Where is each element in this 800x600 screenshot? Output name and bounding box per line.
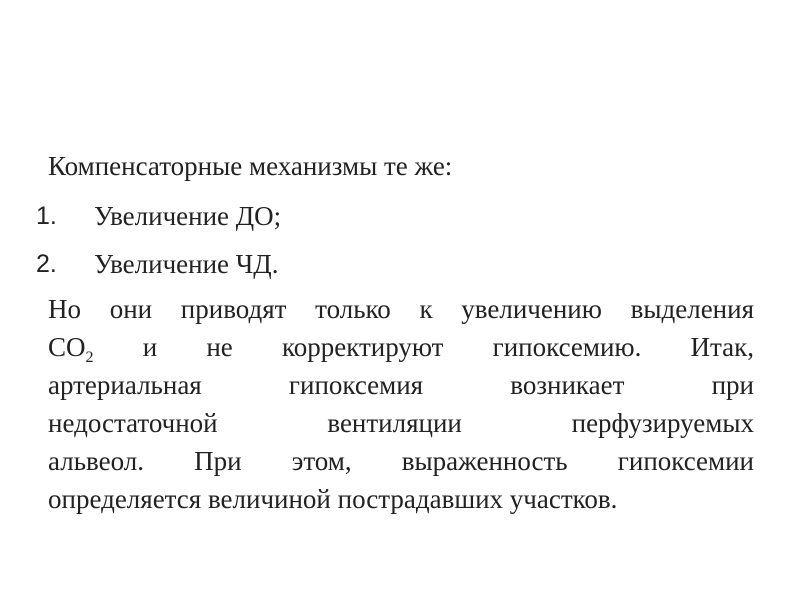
co2-subscript: 2 xyxy=(85,349,94,366)
body-paragraph xyxy=(48,290,754,518)
list-item xyxy=(0,192,800,240)
paragraph-word: гипоксемию. xyxy=(492,332,642,362)
heading-text: Компенсаторные механизмы те же: xyxy=(48,151,453,181)
co-text: СО xyxy=(48,332,86,362)
paragraph-line-3: артериальная гипоксемия возникает при xyxy=(48,370,754,400)
list-number: 2. xyxy=(36,250,57,278)
co2-formula xyxy=(48,328,94,366)
list-item-text: Увеличение ЧД. xyxy=(94,249,279,279)
paragraph-word: не xyxy=(206,332,233,362)
paragraph-word: и xyxy=(142,332,158,362)
list-number: 1. xyxy=(36,202,57,230)
paragraph-line-4: недостаточной вентиляции перфузируемых xyxy=(48,408,754,438)
list-item-text: Увеличение ДО; xyxy=(94,201,282,231)
paragraph-line-2 xyxy=(48,328,754,366)
paragraph-line-1: Но они приводят только к увеличению выделения xyxy=(48,294,754,324)
mechanisms-list xyxy=(0,192,800,288)
paragraph-line-6: определяется величиной пострадавших участков. xyxy=(48,484,618,514)
paragraph-word: корректируют xyxy=(281,332,444,362)
paragraph-line-5: альвеол. При этом, выраженность гипоксемии xyxy=(48,446,754,476)
paragraph-word: Итак, xyxy=(690,332,754,362)
list-item xyxy=(0,240,800,288)
